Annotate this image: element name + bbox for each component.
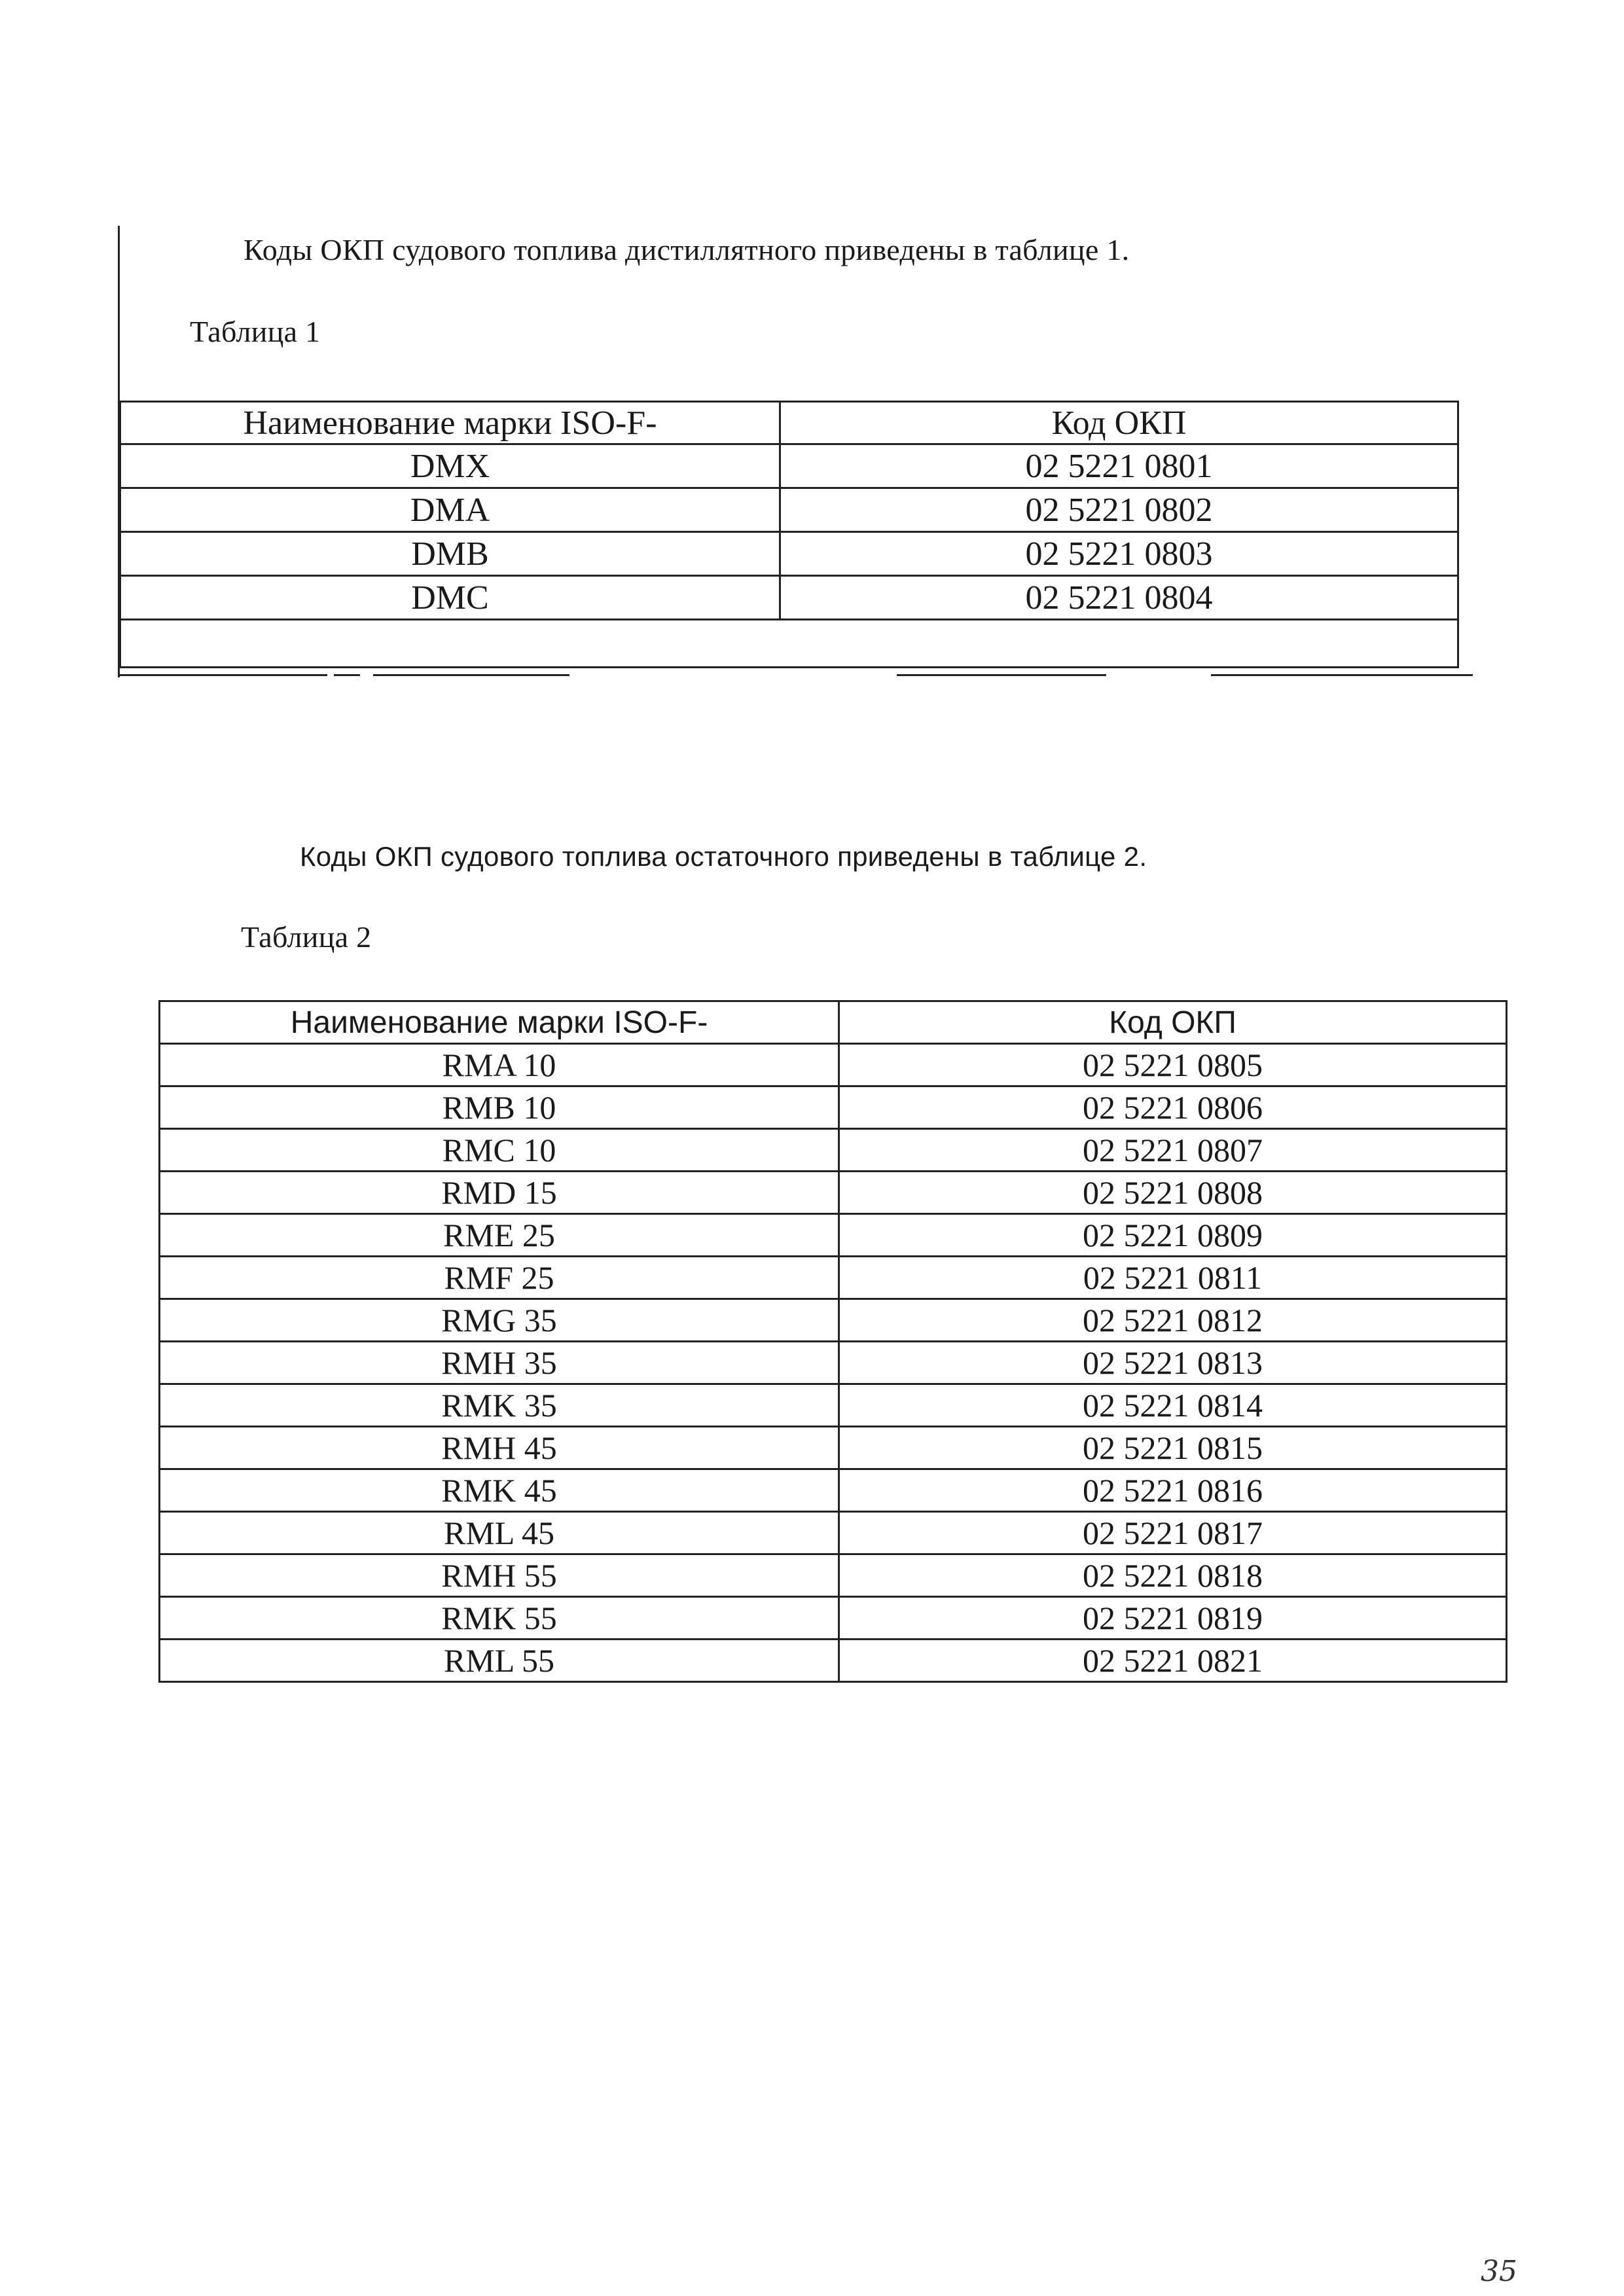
- grade-cell: RMH 35: [160, 1342, 839, 1384]
- bottom-rule-segment: [373, 674, 569, 676]
- table-row: [160, 1129, 1507, 1172]
- bottom-rule-segment: [897, 674, 1106, 676]
- code-cell: 02 5221 0808: [839, 1172, 1507, 1214]
- section-1-intro: Коды ОКП судового топлива дистиллятного приведены в таблице 1.: [244, 233, 1130, 266]
- code-cell: 02 5221 0803: [780, 532, 1458, 576]
- empty-cell: [120, 620, 1458, 668]
- grade-cell: RMK 45: [160, 1469, 839, 1512]
- bottom-rule-segment: [1211, 674, 1473, 676]
- table-row: [120, 576, 1458, 620]
- table-2: [158, 1000, 1507, 1683]
- grade-cell: DMX: [120, 444, 780, 488]
- grade-cell: RMD 15: [160, 1172, 839, 1214]
- code-cell: 02 5221 0807: [839, 1129, 1507, 1172]
- table-row: [160, 1044, 1507, 1086]
- table-1: [119, 401, 1459, 668]
- bottom-rule-segment: [118, 674, 327, 676]
- grade-cell: RMF 25: [160, 1257, 839, 1299]
- grade-cell: RMB 10: [160, 1086, 839, 1129]
- table-1-caption: Таблица 1: [190, 315, 321, 348]
- table-2-caption: Таблица 2: [241, 920, 372, 954]
- table-row: [160, 1086, 1507, 1129]
- grade-cell: DMA: [120, 488, 780, 532]
- table-2-header-code: Код ОКП: [839, 1001, 1507, 1044]
- code-cell: 02 5221 0818: [839, 1554, 1507, 1597]
- code-cell: 02 5221 0819: [839, 1597, 1507, 1640]
- table-1-header-name: Наименование марки ISO-F-: [120, 402, 780, 444]
- grade-cell: RMK 35: [160, 1384, 839, 1427]
- table-2-header-row: [160, 1001, 1507, 1044]
- grade-cell: RME 25: [160, 1214, 839, 1257]
- code-cell: 02 5221 0817: [839, 1512, 1507, 1554]
- table-2-header-name: Наименование марки ISO-F-: [160, 1001, 839, 1044]
- code-cell: 02 5221 0809: [839, 1214, 1507, 1257]
- code-cell: 02 5221 0816: [839, 1469, 1507, 1512]
- code-cell: 02 5221 0812: [839, 1299, 1507, 1342]
- code-cell: 02 5221 0815: [839, 1427, 1507, 1469]
- code-cell: 02 5221 0805: [839, 1044, 1507, 1086]
- grade-cell: RMH 55: [160, 1554, 839, 1597]
- code-cell: 02 5221 0814: [839, 1384, 1507, 1427]
- bottom-rule-segment: [334, 674, 360, 676]
- table-row: [160, 1342, 1507, 1384]
- table-row: [120, 532, 1458, 576]
- table-row: [160, 1257, 1507, 1299]
- table-row: [160, 1427, 1507, 1469]
- table-row-empty: [120, 620, 1458, 668]
- grade-cell: RML 55: [160, 1640, 839, 1682]
- table-row: [160, 1597, 1507, 1640]
- grade-cell: DMC: [120, 576, 780, 620]
- page-number: 35: [1481, 2255, 1517, 2288]
- table-row: [120, 488, 1458, 532]
- table-row: [160, 1554, 1507, 1597]
- code-cell: 02 5221 0813: [839, 1342, 1507, 1384]
- grade-cell: RMA 10: [160, 1044, 839, 1086]
- grade-cell: RMK 55: [160, 1597, 839, 1640]
- code-cell: 02 5221 0811: [839, 1257, 1507, 1299]
- grade-cell: RMG 35: [160, 1299, 839, 1342]
- code-cell: 02 5221 0801: [780, 444, 1458, 488]
- code-cell: 02 5221 0806: [839, 1086, 1507, 1129]
- table-row: [120, 444, 1458, 488]
- table-1-header-code: Код ОКП: [780, 402, 1458, 444]
- code-cell: 02 5221 0802: [780, 488, 1458, 532]
- code-cell: 02 5221 0821: [839, 1640, 1507, 1682]
- grade-cell: DMB: [120, 532, 780, 576]
- grade-cell: RML 45: [160, 1512, 839, 1554]
- table-row: [160, 1384, 1507, 1427]
- table-row: [160, 1640, 1507, 1682]
- table-row: [160, 1172, 1507, 1214]
- grade-cell: RMC 10: [160, 1129, 839, 1172]
- table-row: [160, 1469, 1507, 1512]
- table-row: [160, 1512, 1507, 1554]
- table-row: [160, 1299, 1507, 1342]
- grade-cell: RMH 45: [160, 1427, 839, 1469]
- table-1-header-row: [120, 402, 1458, 444]
- table-row: [160, 1214, 1507, 1257]
- section-2-intro: Коды ОКП судового топлива остаточного приведены в таблице 2.: [300, 841, 1147, 872]
- code-cell: 02 5221 0804: [780, 576, 1458, 620]
